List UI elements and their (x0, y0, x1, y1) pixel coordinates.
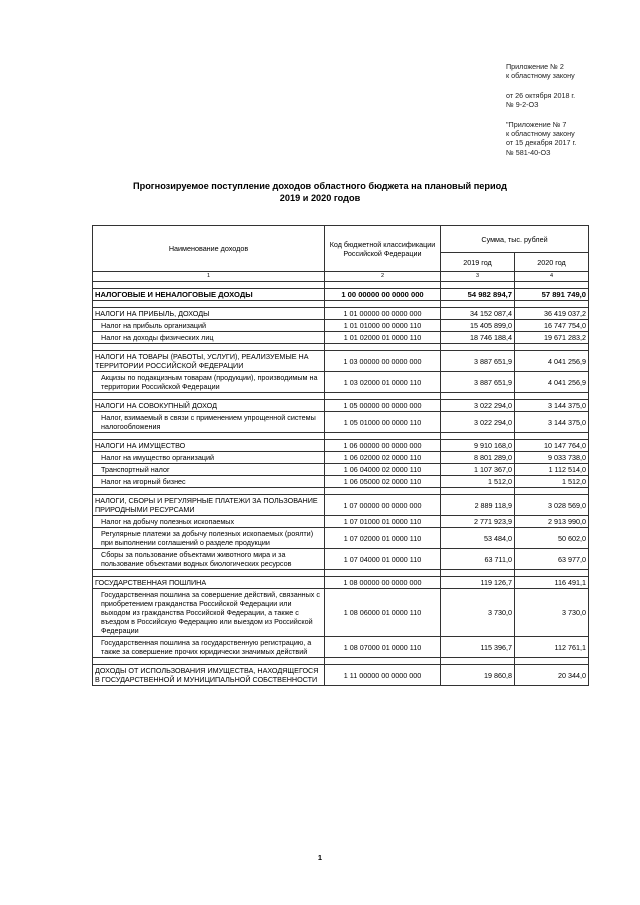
row-code: 1 01 02000 01 0000 110 (325, 332, 441, 344)
spacer-row (93, 393, 589, 400)
row-code: 1 08 06000 01 0000 110 (325, 589, 441, 637)
row-value-2019: 2 771 923,9 (441, 516, 515, 528)
row-code: 1 07 00000 00 0000 000 (325, 495, 441, 516)
row-value-2019: 119 126,7 (441, 577, 515, 589)
table-row (93, 637, 589, 658)
column-number: 1 (93, 272, 325, 282)
table-row (93, 528, 589, 549)
row-code: 1 11 00000 00 0000 000 (325, 665, 441, 686)
row-value-2019: 15 405 899,0 (441, 320, 515, 332)
row-code: 1 06 00000 00 0000 000 (325, 440, 441, 452)
row-value-2020: 3 144 375,0 (515, 400, 589, 412)
spacer-row (93, 344, 589, 351)
spacer-cell (325, 282, 441, 289)
column-header-2020: 2020 год (515, 253, 589, 272)
spacer-cell (93, 344, 325, 351)
table-row (93, 320, 589, 332)
document-title (80, 181, 560, 204)
row-value-2020: 4 041 256,9 (515, 372, 589, 393)
row-value-2019: 8 801 289,0 (441, 452, 515, 464)
row-value-2019: 54 982 894,7 (441, 289, 515, 301)
row-value-2019: 115 396,7 (441, 637, 515, 658)
row-name: Регулярные платежи за добычу полезных ископаемых (роялти) при выполнении соглашений о разделе продукции (93, 528, 325, 549)
row-name: Транспортный налог (93, 464, 325, 476)
row-code: 1 07 01000 01 0000 110 (325, 516, 441, 528)
row-name: Государственная пошлина за совершение действий, связанных с приобретением гражданства Российской Федерации или выходом из гражданства Российской Федерации, а также с въездом в Российскую Федерацию или выездом из Российской Федерации (93, 589, 325, 637)
row-value-2020: 2 913 990,0 (515, 516, 589, 528)
row-name: Акцизы по подакцизным товарам (продукции), производимым на территории Российской Федерации (93, 372, 325, 393)
spacer-cell (93, 570, 325, 577)
spacer-cell (325, 344, 441, 351)
table-row (93, 549, 589, 570)
row-value-2020: 10 147 764,0 (515, 440, 589, 452)
row-name: Налог на игорный бизнес (93, 476, 325, 488)
spacer-row (93, 433, 589, 440)
row-name: Налог на прибыль организаций (93, 320, 325, 332)
spacer-cell (441, 282, 515, 289)
row-value-2020: 57 891 749,0 (515, 289, 589, 301)
row-value-2019: 3 022 294,0 (441, 412, 515, 433)
row-value-2020: 3 730,0 (515, 589, 589, 637)
column-number: 2 (325, 272, 441, 282)
spacer-cell (515, 570, 589, 577)
spacer-cell (325, 488, 441, 495)
row-value-2019: 9 910 168,0 (441, 440, 515, 452)
appendix-note-line: Приложение № 2 (506, 62, 564, 71)
row-value-2019: 34 152 087,4 (441, 308, 515, 320)
document-title-line-1: Прогнозируемое поступление доходов областного бюджета на плановый период (132, 181, 507, 191)
row-code: 1 06 04000 02 0000 110 (325, 464, 441, 476)
table-row (93, 372, 589, 393)
row-name: Налог на доходы физических лиц (93, 332, 325, 344)
spacer-cell (441, 393, 515, 400)
row-name: Налог на имущество организаций (93, 452, 325, 464)
row-value-2019: 2 889 118,9 (441, 495, 515, 516)
row-value-2019: 3 887 651,9 (441, 372, 515, 393)
spacer-cell (515, 282, 589, 289)
row-code: 1 05 01000 00 0000 110 (325, 412, 441, 433)
spacer-cell (441, 433, 515, 440)
table-row (93, 452, 589, 464)
row-name: ГОСУДАРСТВЕННАЯ ПОШЛИНА (93, 577, 325, 589)
row-value-2020: 19 671 283,2 (515, 332, 589, 344)
table-row (93, 440, 589, 452)
row-code: 1 01 00000 00 0000 000 (325, 308, 441, 320)
row-code: 1 03 02000 01 0000 110 (325, 372, 441, 393)
spacer-row (93, 301, 589, 308)
row-value-2020: 1 112 514,0 (515, 464, 589, 476)
table-row (93, 577, 589, 589)
table-row (93, 665, 589, 686)
spacer-cell (515, 433, 589, 440)
table-row (93, 351, 589, 372)
page-number: 1 (317, 853, 323, 862)
table-row (93, 476, 589, 488)
row-code: 1 07 02000 01 0000 110 (325, 528, 441, 549)
column-header-code: Код бюджетной классификации Российской Федерации (325, 226, 441, 272)
spacer-cell (325, 393, 441, 400)
table-row (93, 308, 589, 320)
table-row (93, 495, 589, 516)
appendix-note-line: от 26 октября 2018 г. (506, 90, 576, 100)
row-name: Налог, взимаемый в связи с применением упрощенной системы налогообложения (93, 412, 325, 433)
column-number: 3 (441, 272, 515, 282)
table-row (93, 332, 589, 344)
column-header-name: Наименование доходов (93, 226, 325, 272)
row-code: 1 06 05000 02 0000 110 (325, 476, 441, 488)
row-value-2020: 36 419 037,2 (515, 308, 589, 320)
spacer-cell (441, 488, 515, 495)
table-body (93, 282, 589, 686)
spacer-cell (93, 658, 325, 665)
row-name: НАЛОГИ, СБОРЫ И РЕГУЛЯРНЫЕ ПЛАТЕЖИ ЗА ПОЛЬЗОВАНИЕ ПРИРОДНЫМИ РЕСУРСАМИ (93, 495, 325, 516)
column-number: 4 (515, 272, 589, 282)
row-name: ДОХОДЫ ОТ ИСПОЛЬЗОВАНИЯ ИМУЩЕСТВА, НАХОДЯЩЕГОСЯ В ГОСУДАРСТВЕННОЙ И МУНИЦИПАЛЬНОЙ СОБСТВЕННОСТИ (93, 665, 325, 686)
spacer-row (93, 570, 589, 577)
row-code: 1 07 04000 01 0000 110 (325, 549, 441, 570)
spacer-row (93, 488, 589, 495)
row-code: 1 05 00000 00 0000 000 (325, 400, 441, 412)
spacer-cell (325, 301, 441, 308)
spacer-cell (325, 433, 441, 440)
row-name: НАЛОГИ НА ПРИБЫЛЬ, ДОХОДЫ (93, 308, 325, 320)
row-code: 1 08 00000 00 0000 000 (325, 577, 441, 589)
spacer-row (93, 282, 589, 289)
row-name: НАЛОГИ НА СОВОКУПНЫЙ ДОХОД (93, 400, 325, 412)
row-value-2019: 19 860,8 (441, 665, 515, 686)
spacer-cell (515, 393, 589, 400)
spacer-cell (93, 282, 325, 289)
spacer-cell (441, 301, 515, 308)
row-value-2020: 1 512,0 (515, 476, 589, 488)
table-row (93, 289, 589, 301)
appendix-note (506, 62, 631, 157)
spacer-cell (93, 393, 325, 400)
revenue-table (92, 225, 589, 686)
row-value-2019: 3 730,0 (441, 589, 515, 637)
document-title-line-2: 2019 и 2020 годов (279, 192, 361, 203)
row-value-2020: 16 747 754,0 (515, 320, 589, 332)
spacer-cell (441, 344, 515, 351)
spacer-cell (515, 658, 589, 665)
row-value-2019: 1 107 367,0 (441, 464, 515, 476)
row-value-2020: 9 033 738,0 (515, 452, 589, 464)
row-value-2019: 63 711,0 (441, 549, 515, 570)
table-row (93, 412, 589, 433)
spacer-cell (441, 658, 515, 665)
row-value-2020: 50 602,0 (515, 528, 589, 549)
spacer-cell (515, 344, 589, 351)
row-value-2020: 112 761,1 (515, 637, 589, 658)
appendix-note-line: к областному закону (506, 71, 575, 81)
row-name: НАЛОГИ НА ИМУЩЕСТВО (93, 440, 325, 452)
spacer-cell (325, 570, 441, 577)
appendix-note-line: от 15 декабря 2017 г. (506, 138, 577, 148)
row-name: НАЛОГОВЫЕ И НЕНАЛОГОВЫЕ ДОХОДЫ (93, 289, 325, 301)
row-value-2020: 4 041 256,9 (515, 351, 589, 372)
row-value-2020: 63 977,0 (515, 549, 589, 570)
table-row (93, 400, 589, 412)
row-value-2019: 1 512,0 (441, 476, 515, 488)
spacer-cell (93, 433, 325, 440)
column-header-2019: 2019 год (441, 253, 515, 272)
row-name: Налог на добычу полезных ископаемых (93, 516, 325, 528)
row-name: НАЛОГИ НА ТОВАРЫ (РАБОТЫ, УСЛУГИ), РЕАЛИЗУЕМЫЕ НА ТЕРРИТОРИИ РОССИЙСКОЙ ФЕДЕРАЦИИ (93, 351, 325, 372)
row-value-2020: 116 491,1 (515, 577, 589, 589)
appendix-note-line: к областному закону (506, 129, 575, 139)
row-value-2019: 53 484,0 (441, 528, 515, 549)
row-code: 1 08 07000 01 0000 110 (325, 637, 441, 658)
row-value-2020: 3 144 375,0 (515, 412, 589, 433)
row-value-2020: 20 344,0 (515, 665, 589, 686)
spacer-cell (93, 301, 325, 308)
row-code: 1 00 00000 00 0000 000 (325, 289, 441, 301)
spacer-cell (515, 301, 589, 308)
column-header-sum: Сумма, тыс. рублей (441, 226, 589, 253)
spacer-row (93, 658, 589, 665)
table-row (93, 516, 589, 528)
row-value-2020: 3 028 569,0 (515, 495, 589, 516)
appendix-note-line: № 9-2-ОЗ (506, 100, 539, 110)
spacer-cell (515, 488, 589, 495)
row-name: Государственная пошлина за государственную регистрацию, а также за совершение прочих юридически значимых действий (93, 637, 325, 658)
appendix-note-line: № 581-40-ОЗ (506, 147, 551, 157)
row-value-2019: 3 887 651,9 (441, 351, 515, 372)
row-value-2019: 3 022 294,0 (441, 400, 515, 412)
table-row (93, 589, 589, 637)
spacer-cell (441, 570, 515, 577)
row-code: 1 03 00000 00 0000 000 (325, 351, 441, 372)
spacer-cell (325, 658, 441, 665)
spacer-cell (93, 488, 325, 495)
row-value-2019: 18 746 188,4 (441, 332, 515, 344)
row-code: 1 06 02000 02 0000 110 (325, 452, 441, 464)
table-row (93, 464, 589, 476)
row-name: Сборы за пользование объектами животного мира и за пользование объектами водных биологических ресурсов (93, 549, 325, 570)
appendix-note-line: "Приложение № 7 (506, 119, 567, 129)
row-code: 1 01 01000 00 0000 110 (325, 320, 441, 332)
